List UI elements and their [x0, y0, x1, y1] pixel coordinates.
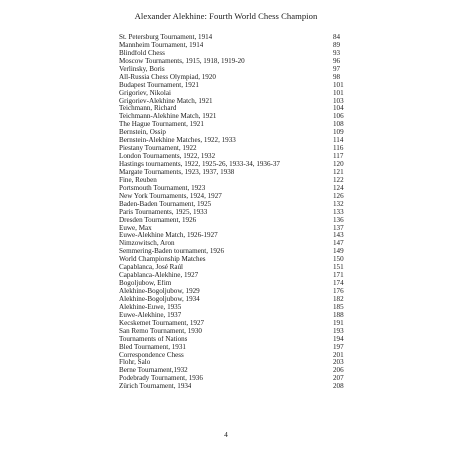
toc-entry-page: 120 — [333, 160, 344, 168]
toc-entry-page: 108 — [333, 120, 344, 129]
toc-entry-title: Correspondence Chess — [119, 351, 184, 359]
toc-entry-title: The Hague Tournament, 1921 — [119, 121, 204, 129]
toc-entry-page: 201 — [333, 350, 344, 359]
toc-entry — [119, 201, 347, 209]
toc-entry — [119, 383, 347, 391]
toc-entry-page: 188 — [333, 310, 344, 319]
toc-entry — [119, 367, 347, 375]
table-of-contents — [119, 34, 347, 391]
toc-entry-page: 126 — [333, 191, 344, 200]
toc-entry-page: 149 — [333, 247, 344, 256]
toc-entry-page: 191 — [333, 318, 344, 327]
toc-entry-page: 150 — [333, 255, 344, 264]
toc-entry-title: Nimzowitsch, Aron — [119, 240, 175, 248]
toc-entry-title: Berne Tournament,1932 — [119, 367, 188, 375]
toc-entry-title: Verlinsky, Boris — [119, 65, 165, 73]
toc-entry-page: 117 — [333, 152, 344, 161]
toc-entry — [119, 121, 347, 129]
page-number: 4 — [224, 430, 228, 439]
toc-entry-page: 89 — [333, 40, 341, 49]
toc-entry-page: 193 — [333, 326, 344, 335]
toc-entry-page: 137 — [333, 223, 344, 232]
toc-entry — [119, 161, 347, 169]
toc-entry-title: London Tournaments, 1922, 1932 — [119, 153, 216, 161]
toc-entry — [119, 217, 347, 225]
toc-entry-page: 109 — [333, 128, 344, 137]
toc-entry-page: 101 — [333, 88, 344, 97]
toc-entry-page: 101 — [333, 80, 344, 89]
toc-entry — [119, 359, 347, 367]
toc-entry — [119, 145, 347, 153]
toc-entry-page: 143 — [333, 231, 344, 240]
toc-entry — [119, 296, 347, 304]
toc-entry-page: 103 — [333, 96, 344, 105]
toc-entry-page: 194 — [333, 334, 344, 343]
toc-entry-page: 147 — [333, 239, 344, 248]
toc-entry-title: St. Petersburg Tournament, 1914 — [119, 34, 213, 41]
toc-entry — [119, 272, 347, 280]
toc-entry-title: Teichmann, Richard — [119, 105, 177, 113]
toc-entry-title: Budapest Tournament, 1921 — [119, 81, 199, 89]
toc-entry — [119, 34, 347, 42]
toc-entry — [119, 312, 347, 320]
toc-entry-title: All-Russia Chess Olympiad, 1920 — [119, 73, 216, 81]
toc-entry-page: 176 — [333, 287, 344, 295]
toc-entry-title: Alekhine-Bogoljubow, 1934 — [119, 295, 200, 303]
running-header: Alexander Alekhine: Fourth World Chess Champion — [134, 11, 318, 21]
toc-entry — [119, 42, 347, 50]
toc-entry — [119, 232, 347, 240]
toc-entry-title: Dresden Tournament, 1926 — [119, 216, 197, 224]
toc-entry-page: 203 — [333, 358, 344, 367]
toc-entry — [119, 98, 347, 106]
toc-entry-page: 97 — [333, 64, 341, 73]
toc-entry-title: Margate Tournaments, 1923, 1937, 1938 — [119, 168, 235, 176]
toc-entry — [119, 225, 347, 233]
toc-entry-title: Tournaments of Nations — [119, 335, 188, 343]
toc-entry-page: 96 — [333, 56, 341, 65]
toc-entry — [119, 352, 347, 360]
toc-entry-title: Semmering-Baden tournament, 1926 — [119, 248, 225, 256]
toc-entry-page: 124 — [333, 183, 344, 192]
toc-entry — [119, 248, 347, 256]
toc-entry-title: Hastings tournaments, 1922, 1925-26, 1933-34, 1936-37 — [119, 161, 280, 168]
toc-entry-title: Euwe-Alekhine Match, 1926-1927 — [119, 232, 218, 240]
toc-entry-page: 122 — [333, 175, 344, 184]
toc-entry-title: Euwe-Alekhine, 1937 — [119, 311, 182, 319]
toc-entry-page: 197 — [333, 342, 344, 351]
toc-entry-title: Bernstein-Alekhine Matches, 1922, 1933 — [119, 137, 236, 145]
toc-entry — [119, 240, 347, 248]
toc-entry-title: Paris Tournaments, 1925, 1933 — [119, 208, 208, 216]
toc-entry-page: 136 — [333, 215, 344, 224]
toc-entry-page: 84 — [333, 33, 341, 41]
toc-entry — [119, 336, 347, 344]
toc-entry-title: Bogoljubow, Efim — [119, 280, 172, 288]
toc-entry-title: Portsmouth Tournament, 1923 — [119, 184, 206, 192]
toc-entry — [119, 137, 347, 145]
toc-entry-title: Bernstein, Ossip — [119, 129, 166, 137]
toc-entry-title: New York Tournaments, 1924, 1927 — [119, 192, 222, 200]
toc-entry — [119, 280, 347, 288]
toc-entry — [119, 74, 347, 82]
toc-entry-page: 151 — [333, 263, 344, 272]
toc-entry-page: 208 — [333, 382, 344, 391]
toc-entry — [119, 288, 347, 296]
toc-entry-page: 93 — [333, 48, 341, 57]
toc-entry — [119, 113, 347, 121]
toc-entry — [119, 209, 347, 217]
toc-entry — [119, 264, 347, 272]
toc-entry-title: Blindfold Chess — [119, 49, 165, 57]
toc-entry — [119, 185, 347, 193]
toc-entry-page: 206 — [333, 366, 344, 375]
toc-entry-title: Fine, Reuben — [119, 176, 157, 184]
toc-entry-title: Teichmann-Alekhine Match, 1921 — [119, 113, 217, 121]
toc-entry-title: Baden-Baden Tournament, 1925 — [119, 200, 212, 208]
toc-entry-page: 121 — [333, 167, 344, 176]
toc-entry-page: 104 — [333, 104, 344, 113]
toc-entry-title: Capablanca-Alekhine, 1927 — [119, 272, 199, 280]
toc-entry — [119, 320, 347, 328]
toc-entry-page: 182 — [333, 294, 344, 303]
toc-entry — [119, 90, 347, 98]
toc-entry-page: 116 — [333, 144, 344, 153]
toc-entry — [119, 304, 347, 312]
toc-entry — [119, 375, 347, 383]
toc-entry — [119, 50, 347, 58]
toc-entry-page: 132 — [333, 199, 344, 208]
toc-entry — [119, 177, 347, 185]
toc-entry — [119, 328, 347, 336]
toc-entry-title: Mannheim Tournament, 1914 — [119, 41, 204, 49]
toc-entry-title: Moscow Tournaments, 1915, 1918, 1919-20 — [119, 57, 245, 65]
toc-entry — [119, 129, 347, 137]
toc-entry-title: Flohr, Salo — [119, 359, 151, 367]
toc-entry-title: Grigoriev-Alekhine Match, 1921 — [119, 97, 213, 105]
toc-entry-title: Zürich Tournament, 1934 — [119, 383, 192, 391]
toc-entry-page: 207 — [333, 374, 344, 383]
toc-entry-title: Kecskemet Tournament, 1927 — [119, 319, 205, 327]
toc-entry-title: Capablanca, José Raúl — [119, 264, 184, 272]
toc-entry-page: 174 — [333, 279, 344, 288]
toc-entry-page: 185 — [333, 302, 344, 311]
toc-entry — [119, 256, 347, 264]
toc-entry-page: 106 — [333, 112, 344, 121]
toc-entry — [119, 105, 347, 113]
toc-entry-title: Alekhine-Bogoljubow, 1929 — [119, 288, 200, 295]
toc-entry-title: Piestany Tournament, 1922 — [119, 145, 197, 153]
toc-entry-title: Grigoriev, Nikolai — [119, 89, 171, 97]
toc-entry-title: San Remo Tournament, 1930 — [119, 327, 202, 335]
toc-entry — [119, 82, 347, 90]
toc-entry — [119, 58, 347, 66]
toc-entry — [119, 169, 347, 177]
toc-entry-title: World Championship Matches — [119, 256, 206, 264]
toc-entry — [119, 344, 347, 352]
toc-entry-title: Bled Tournament, 1931 — [119, 343, 186, 351]
toc-entry-title: Euwe, Max — [119, 224, 152, 232]
toc-entry — [119, 153, 347, 161]
toc-entry-title: Podebrady Tournament, 1936 — [119, 375, 203, 383]
toc-entry-page: 114 — [333, 136, 344, 145]
toc-entry-page: 98 — [333, 72, 341, 81]
toc-entry — [119, 193, 347, 201]
toc-entry-page: 171 — [333, 271, 344, 280]
toc-entry-page: 133 — [333, 207, 344, 216]
toc-entry — [119, 66, 347, 74]
toc-entry-title: Alekhine-Euwe, 1935 — [119, 303, 182, 311]
